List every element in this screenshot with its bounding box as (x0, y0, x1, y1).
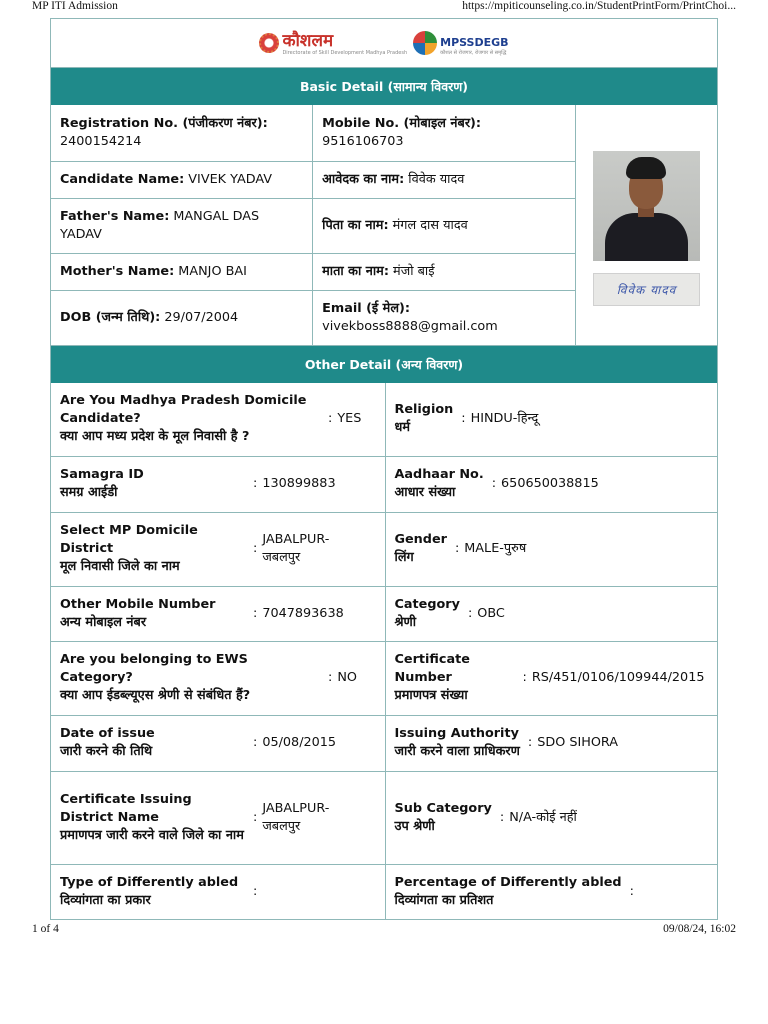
field-label-hi: अन्य मोबाइल नंबर (60, 614, 147, 630)
field-label-hi: क्या आप ईडब्ल्यूएस श्रेणी से संबंधित हैं? (60, 688, 251, 703)
mpssdegb-tagline: कौशल से रोजगार, रोजगार से समृद्धि (440, 49, 507, 56)
mother-name-value: MANJO BAI (178, 263, 247, 279)
signature-text: विवेक यादव (616, 283, 677, 297)
field-label-hi: मूल निवासी जिले का नाम (60, 559, 180, 574)
field-value: 05/08/2015 (262, 735, 337, 750)
field-separator: : (253, 735, 258, 750)
field-label (395, 531, 447, 567)
field-value: YES (337, 411, 362, 427)
field-label-hi: दिव्यांगता का प्रकार (60, 893, 151, 908)
father-name-hi-cell (313, 198, 576, 253)
email-label: Email (ई मेल): (322, 300, 410, 316)
field-value: JABALPUR-जबलपुर (262, 800, 330, 834)
dob-cell (51, 290, 313, 345)
other-detail-left-cell (51, 715, 385, 771)
field-separator: : (491, 476, 497, 491)
candidate-name-hi-value: विवेक यादव (408, 171, 465, 187)
gear-icon (259, 33, 279, 53)
field-label (60, 874, 245, 910)
field-separator: : (253, 884, 258, 899)
field-separator: : (522, 670, 527, 685)
candidate-name-value: VIVEK YADAV (188, 171, 273, 187)
field-separator: : (253, 809, 258, 825)
field-label (395, 800, 492, 836)
mother-name-hi-value: मंजो बाई (393, 263, 435, 279)
other-detail-right-cell (385, 456, 718, 512)
kaushalam-logo (259, 31, 407, 56)
other-detail-left-cell (51, 864, 385, 920)
field-label (60, 596, 245, 632)
field-separator: : (253, 476, 258, 491)
other-detail-right-cell (385, 771, 718, 864)
other-detail-heading: Other Detail (अन्य विवरण) (51, 346, 717, 383)
field-label (60, 392, 320, 446)
basic-detail-heading: Basic Detail (सामान्य विवरण) (51, 68, 717, 105)
mobile-cell (313, 105, 576, 161)
mother-name-label: Mother's Name: (60, 263, 175, 279)
field-label (395, 596, 460, 632)
mother-name-hi-label: माता का नाम: (322, 263, 389, 279)
field-label-en: Issuing Authority (394, 726, 519, 741)
field-separator: : (527, 735, 533, 750)
other-detail-right-cell (385, 864, 718, 920)
field-separator: : (328, 670, 333, 685)
field-value: SDO SIHORA (537, 735, 619, 750)
field-label-en: Certificate Number (394, 652, 470, 685)
other-detail-right-cell (385, 586, 718, 641)
other-detail-left-cell (51, 512, 385, 586)
mpssdegb-text: MPSSDEGB (440, 35, 509, 49)
field-label-en: Select MP Domicile District (60, 523, 198, 556)
field-label-hi: क्या आप मध्य प्रदेश के मूल निवासी है ? (60, 429, 250, 445)
mobile-label: Mobile No. (मोबाइल नंबर): (322, 115, 482, 131)
field-separator: : (253, 541, 258, 556)
field-label-en: Are You Madhya Pradesh Domicile Candidate? (60, 393, 307, 427)
candidate-name-hi-cell (313, 161, 576, 198)
other-detail-right-cell (385, 641, 718, 715)
logo-subtitle: Directorate of Skill Development Madhya Pradesh (282, 49, 408, 56)
other-detail-row (51, 456, 718, 512)
field-label (395, 874, 622, 910)
field-label-hi: श्रेणी (394, 614, 417, 630)
print-header-title: MP ITI Admission (32, 0, 118, 12)
candidate-name-label: Candidate Name: (60, 171, 185, 187)
field-label-hi: जारी करने वाला प्राधिकरण (394, 744, 520, 759)
field-label (395, 651, 515, 705)
registration-value: 2400154214 (60, 133, 142, 149)
field-value: MALE-पुरुष (464, 541, 527, 556)
other-detail-right-cell (385, 512, 718, 586)
candidate-name-cell (51, 161, 313, 198)
photo-signature-column (576, 105, 718, 345)
other-detail-right-cell (385, 383, 718, 456)
field-label-hi: उप श्रेणी (394, 818, 435, 834)
field-label (60, 725, 245, 761)
dob-label: DOB (जन्म तिथि): (60, 309, 161, 325)
field-label-en: Sub Category (394, 800, 492, 816)
field-value: N/A-कोई नहीं (509, 809, 577, 825)
other-detail-row (51, 586, 718, 641)
field-value: RS/451/0106/109944/2015 (531, 670, 705, 685)
field-value: OBC (477, 605, 505, 621)
other-detail-row (51, 771, 718, 864)
dob-value: 29/07/2004 (164, 309, 239, 325)
mother-name-cell (51, 253, 313, 290)
father-name-hi-value: मंगल दास यादव (392, 217, 468, 233)
other-detail-left-cell (51, 641, 385, 715)
father-name-value: MANGAL DAS YADAV (60, 208, 260, 242)
field-label (60, 791, 245, 845)
other-detail-row (51, 641, 718, 715)
field-label (395, 466, 484, 502)
field-label-en: Percentage of Differently abled (394, 875, 622, 890)
logo-banner (51, 19, 717, 68)
father-name-label: Father's Name: (60, 208, 170, 224)
print-datetime: 09/08/24, 16:02 (663, 923, 736, 935)
field-separator: : (454, 541, 460, 556)
other-detail-row (51, 715, 718, 771)
other-detail-left-cell (51, 383, 385, 456)
field-value: HINDU-हिन्दू (470, 411, 539, 427)
field-label-en: Are you belonging to EWS Category? (60, 652, 248, 685)
field-label (60, 522, 245, 576)
field-separator: : (253, 605, 258, 621)
field-label (60, 466, 245, 502)
mobile-value: 9516106703 (322, 133, 404, 149)
field-label (60, 651, 320, 705)
other-detail-table (51, 383, 718, 920)
mpssdegb-emblem-icon (413, 31, 437, 55)
field-label-en: Other Mobile Number (60, 596, 216, 612)
field-value: NO (337, 670, 357, 685)
page-number: 1 of 4 (32, 923, 59, 935)
admission-form (50, 18, 718, 920)
email-cell (313, 290, 576, 345)
field-label-en: Type of Differently abled (60, 875, 239, 890)
field-separator: : (461, 411, 466, 427)
other-detail-left-cell (51, 586, 385, 641)
other-detail-row (51, 864, 718, 920)
candidate-name-hi-label: आवेदक का नाम: (322, 171, 405, 187)
father-name-cell (51, 198, 313, 253)
field-label-hi: जारी करने की तिथि (60, 744, 153, 759)
print-header-url: https://mpiticounseling.co.in/StudentPrintForm/PrintChoi... (462, 0, 736, 12)
field-label-en: Certificate Issuing District Name (60, 791, 192, 825)
field-separator: : (328, 411, 333, 427)
field-label-en: Gender (394, 532, 447, 547)
email-value: vivekboss8888@gmail.com (322, 318, 498, 334)
field-label-hi: धर्म (394, 420, 411, 436)
other-detail-row (51, 512, 718, 586)
logo-title: कौशलम (282, 30, 334, 51)
field-separator: : (629, 884, 634, 899)
other-detail-row (51, 383, 718, 456)
mother-name-hi-cell (313, 253, 576, 290)
field-label-en: Religion (394, 402, 454, 418)
field-label-en: Samagra ID (60, 467, 144, 482)
field-value: 650650038815 (501, 476, 599, 491)
field-label-en: Aadhaar No. (394, 467, 484, 482)
field-label-hi: समग्र आईडी (60, 485, 118, 500)
other-detail-left-cell (51, 771, 385, 864)
field-label-hi: प्रमाणपत्र जारी करने वाले जिले का नाम (60, 827, 244, 843)
field-label-hi: प्रमाणपत्र संख्या (394, 688, 468, 703)
registration-cell (51, 105, 313, 161)
candidate-photo (593, 151, 700, 261)
registration-label: Registration No. (पंजीकरण नंबर): (60, 115, 268, 131)
field-label (395, 401, 454, 437)
field-value: 130899883 (262, 476, 336, 491)
field-label-en: Date of issue (60, 726, 155, 741)
other-detail-left-cell (51, 456, 385, 512)
field-label-en: Category (394, 596, 460, 612)
field-label-hi: दिव्यांगता का प्रतिशत (394, 893, 494, 908)
mpssdegb-logo (413, 31, 508, 56)
other-detail-right-cell (385, 715, 718, 771)
basic-detail-section (51, 105, 717, 346)
field-value: JABALPUR-जबलपुर (262, 532, 330, 565)
field-label-hi: आधार संख्या (394, 485, 456, 500)
field-value: 7047893638 (262, 605, 344, 621)
candidate-signature (593, 273, 700, 306)
field-separator: : (467, 605, 473, 621)
father-name-hi-label: पिता का नाम: (322, 217, 389, 233)
field-label-hi: लिंग (394, 550, 414, 565)
field-separator: : (499, 809, 505, 825)
field-label (395, 725, 520, 761)
